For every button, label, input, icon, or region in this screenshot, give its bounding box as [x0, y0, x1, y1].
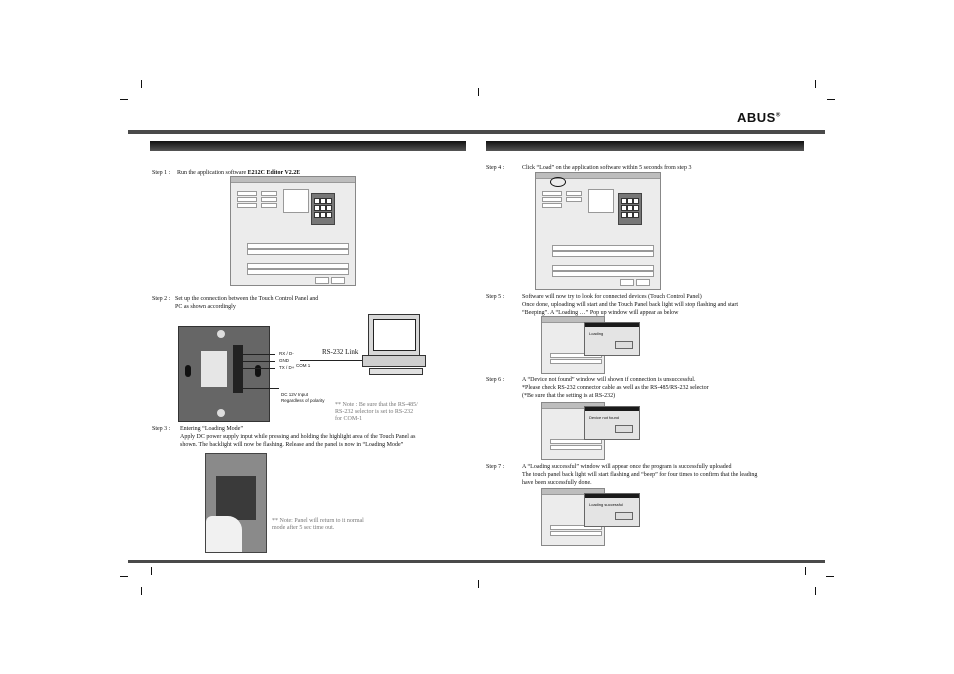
- step3-title: Entering “Loading Mode”: [180, 426, 243, 432]
- window-titlebar: [231, 177, 355, 183]
- right-section-bar: [486, 141, 804, 151]
- form-field: [542, 191, 562, 196]
- pcb-label: [201, 351, 227, 387]
- step4-label: Step 4 :: [486, 165, 505, 171]
- crop-mark: [478, 88, 479, 96]
- dialog-ok-button[interactable]: [615, 512, 633, 520]
- step5-line1: Software will now try to look for connected devices (Touch Control Panel): [522, 294, 702, 300]
- form-field: [261, 191, 277, 196]
- step6-label: Step 6 :: [486, 377, 505, 383]
- form-button: [315, 277, 329, 284]
- rs232-note-line2: RS-232 selector is set to RS-232: [335, 409, 414, 415]
- grid-row: [550, 359, 602, 364]
- step5-label: Step 5 :: [486, 294, 505, 300]
- load-highlight-circle: [550, 177, 566, 187]
- wire-label-rx: RX / D-: [279, 351, 294, 356]
- dc-input-label: DC 12V Input: [281, 392, 309, 397]
- step4-text: Click “Load” on the application software within 5 seconds from step 3: [522, 165, 692, 171]
- editor-screenshot-load: [535, 172, 661, 290]
- crop-mark: [815, 587, 816, 595]
- crop-mark: [826, 576, 834, 577]
- step3-line1: Apply DC power supply input while pressing and holding the highlight area of the Touch Panel as: [180, 434, 416, 440]
- wire-line: [243, 354, 275, 355]
- step1-label: Step 1 :: [152, 170, 171, 176]
- wire-label-gnd: GND: [279, 358, 289, 363]
- rs232-note-line3: for COM-1: [335, 416, 363, 422]
- grid-row: [550, 531, 602, 536]
- pc-monitor: [368, 314, 420, 356]
- pc-keyboard: [369, 368, 423, 375]
- editor-screenshot: [230, 176, 356, 286]
- crop-mark: [805, 567, 806, 575]
- form-field: [542, 197, 562, 202]
- dialog-titlebar: [585, 407, 639, 411]
- dialog-message: Device not found: [589, 415, 620, 420]
- step2-label: Step 2 :: [152, 296, 171, 302]
- grid-row: [247, 269, 349, 275]
- step3-note-line2: mode after 5 sec time out.: [272, 525, 335, 531]
- grid-row: [552, 271, 654, 277]
- step7-label: Step 7 :: [486, 464, 505, 470]
- loading-successful-dialog: [584, 493, 640, 527]
- wire-line: [243, 388, 279, 389]
- form-field: [237, 203, 257, 208]
- crop-mark: [141, 587, 142, 595]
- form-field: [542, 203, 562, 208]
- step5-line2: Once done, uploading will start and the Touch Panel back light will stop flashing and start: [522, 302, 739, 308]
- form-field: [237, 191, 257, 196]
- touch-panel-photo: [205, 453, 267, 553]
- form-button: [636, 279, 650, 286]
- crop-mark: [151, 567, 152, 575]
- mount-slot: [185, 365, 191, 377]
- device-not-found-dialog: [584, 406, 640, 440]
- keypad-preview: [618, 193, 642, 225]
- pc-case: [362, 355, 426, 367]
- crop-mark: [141, 80, 142, 88]
- step3-label: Step 3 :: [152, 426, 171, 432]
- grid-row: [550, 445, 602, 450]
- monitor-screen: [373, 319, 416, 351]
- settings-panel: [283, 189, 309, 213]
- com-port-label: COM 1: [296, 363, 311, 368]
- header-rule: [128, 130, 825, 134]
- loading-dialog: [584, 322, 640, 356]
- step5-line3: “Beeping”. A “Loading …” Pop up window will appear as below: [522, 310, 679, 316]
- step3-note-line1: ** Note: Panel will return to it normal: [272, 518, 364, 524]
- step7-line2: The touch panel back light will start flashing and “beep” for four times to confirm that the leading: [522, 472, 758, 478]
- polarity-label: Regardless of polarity: [281, 398, 325, 403]
- form-field: [566, 191, 582, 196]
- step2-line1: Set up the connection between the Touch Control Panel and: [175, 296, 319, 302]
- form-field: [566, 197, 582, 202]
- crop-mark: [120, 99, 128, 100]
- dialog-titlebar: [585, 323, 639, 327]
- mount-slot: [255, 365, 261, 377]
- step7-line3: have been successfully done.: [522, 480, 592, 486]
- dialog-ok-button[interactable]: [615, 341, 633, 349]
- grid-row: [247, 249, 349, 255]
- crop-mark: [815, 80, 816, 88]
- step3-line2: shown. The backlight will now be flashing. Release and the panel is now in “Loading Mode”: [180, 442, 404, 448]
- wire-line: [243, 368, 275, 369]
- step1-software-name: E212C Editor V2.2E: [247, 170, 301, 176]
- trademark-symbol: ®: [775, 112, 781, 119]
- terminal-block: [233, 345, 243, 393]
- dialog-message: Loading successful: [589, 502, 624, 507]
- form-field: [237, 197, 257, 202]
- step2-line2: PC as shown accordingly: [175, 304, 236, 310]
- dialog-ok-button[interactable]: [615, 425, 633, 433]
- touch-panel-back: [178, 326, 270, 422]
- form-field: [261, 203, 277, 208]
- crop-mark: [478, 580, 479, 588]
- left-section-bar: [150, 141, 466, 151]
- step7-line1: A “Loading successful” window will appear once the program is successfully uploaded: [522, 464, 732, 470]
- footer-rule: [128, 560, 825, 563]
- settings-panel: [588, 189, 614, 213]
- step6-line2: *Please check RS-232 connector cable as well as the RS-485/RS-232 selector: [522, 385, 709, 391]
- rs232-note-line1: ** Note : Be sure that the RS-485/: [335, 402, 418, 408]
- keypad-preview: [311, 193, 335, 225]
- dialog-message: Loading: [589, 331, 604, 336]
- wire-line: [243, 361, 275, 362]
- logo-text: ABUS: [737, 110, 776, 125]
- crop-mark: [827, 99, 835, 100]
- mount-hole: [217, 409, 225, 417]
- brand-logo: [737, 110, 781, 125]
- crop-mark: [120, 576, 128, 577]
- rs232-link-label: RS-232 Link: [322, 348, 359, 356]
- form-field: [261, 197, 277, 202]
- dialog-titlebar: [585, 494, 639, 498]
- hand-graphic: [206, 516, 242, 552]
- step6-line1: A “Device not found” window will shown if connection is unsuccessful.: [522, 377, 696, 383]
- grid-row: [552, 251, 654, 257]
- mount-hole: [217, 330, 225, 338]
- form-button: [620, 279, 634, 286]
- wire-label-tx: TX / D+: [279, 365, 295, 370]
- step6-line3: (*Be sure that the setting is at RS-232): [522, 393, 616, 399]
- step1-text-prefix: Run the application software: [177, 170, 248, 176]
- keypad-grid: [216, 476, 256, 520]
- form-button: [331, 277, 345, 284]
